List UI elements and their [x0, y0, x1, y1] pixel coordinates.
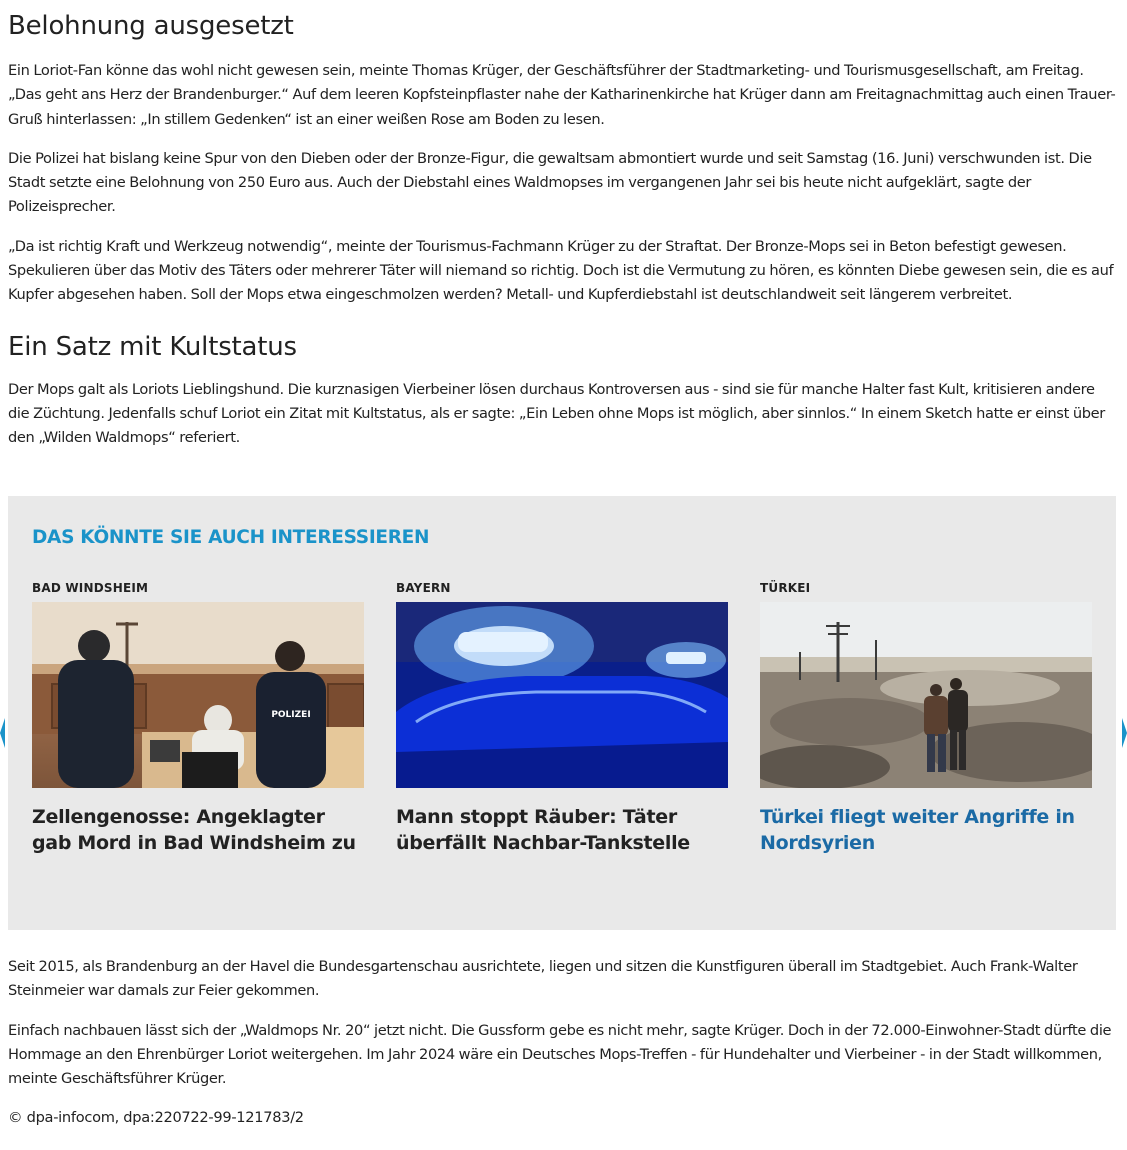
card-kicker: BAYERN	[396, 581, 451, 595]
paragraph-4: Der Mops galt als Loriots Lieblingshund. Die kurznasigen Vierbeiner lösen durchaus Kontroversen aus - sind sie für manche Halter fast Kult, kritisieren andere die Züchtung. Jedenfalls schuf Loriot ein Zitat mit Kultstatus, als er sagte: „Ein Leben ohne Mops ist möglich, aber sinnlos.“ In einem Sketch hatte er einst über den „Wilden Waldmops“ referiert.	[8, 380, 1105, 447]
related-articles-box	[8, 496, 1116, 930]
related-card-tuerkei[interactable]	[760, 580, 1092, 856]
card-kicker: BAD WINDSHEIM	[32, 581, 149, 595]
polizei-vest-label: POLIZEI	[271, 710, 311, 720]
related-card-bad-windsheim[interactable]	[32, 580, 364, 856]
card-title[interactable]: Mann stoppt Räuber: Täter überfällt Nachbar-Tankstelle	[396, 806, 690, 854]
card-title[interactable]: Zellengenosse: Angeklagter gab Mord in Bad Windsheim zu	[32, 806, 356, 854]
destroyed-site-image[interactable]	[760, 602, 1092, 788]
section-heading-cult-status: Ein Satz mit Kultstatus	[8, 331, 297, 362]
carousel-next-arrow-icon[interactable]	[1122, 718, 1127, 748]
paragraph-1: Ein Loriot-Fan könne das wohl nicht gewesen sein, meinte Thomas Krüger, der Geschäftsführer der Stadtmarketing- und Tourismusgesellschaft, am Freitag. „Das geht ans Herz der Brandenburger.“ Auf dem leeren Kopfsteinpflaster nahe der Katharinenkirche hat Krüger dann am Freitagnachmittag auch einen Trauer-Gruß hinterlassen: „In stillem Gedenken“ ist an einer weißen Rose am Boden zu lesen.	[8, 62, 1116, 128]
related-card-bayern[interactable]	[396, 580, 728, 856]
paragraph-3: „Da ist richtig Kraft und Werkzeug notwendig“, meinte der Tourismus-Fachmann Krüger zu der Straftat. Der Bronze-Mops sei in Beton befestigt gewesen. Spekulieren über das Motiv des Täters oder mehrerer Täter will niemand so richtig. Doch ist die Vermutung zu hören, es könnten Diebe gewesen sein, die es auf Kupfer abgesehen haben. Soll der Mops etwa eingeschmolzen werden? Metall- und Kupferdiebstahl ist deutschlandweit seit längerem verbreitet.	[8, 237, 1114, 304]
courtroom-image[interactable]	[32, 602, 364, 788]
article-body	[8, 0, 1116, 466]
paragraph-2: Die Polizei hat bislang keine Spur von den Dieben oder der Bronze-Figur, die gewaltsam abmontiert wurde und seit Samstag (16. Juni) verschwunden ist. Die Stadt setzte eine Belohnung von 250 Euro aus. Auch der Diebstahl eines Waldmopses im vergangenen Jahr sei bis heute nicht aufgeklärt, sagte der Polizeisprecher.	[8, 149, 1092, 216]
paragraph-6: Einfach nachbauen lässt sich der „Waldmops Nr. 20“ jetzt nicht. Die Gussform gebe es nicht mehr, sagte Krüger. Doch in der 72.000-Einwohner-Stadt dürfte die Hommage an den Ehrenbürger Loriot weitergehen. Im Jahr 2024 wäre ein Deutsches Mops-Treffen - für Hundehalter und Vierbeiner - in der Stadt willkommen, meinte Geschäftsführer Krüger.	[8, 1021, 1112, 1088]
related-articles-heading: DAS KÖNNTE SIE AUCH INTERESSIEREN	[32, 527, 430, 548]
article-body-continued	[8, 955, 1116, 1130]
card-kicker: TÜRKEI	[760, 581, 811, 595]
paragraph-5: Seit 2015, als Brandenburg an der Havel die Bundesgartenschau ausrichtete, liegen und sitzen die Kunstfiguren überall im Stadtgebiet. Auch Frank-Walter Steinmeier war damals zur Feier gekommen.	[8, 958, 1078, 1000]
carousel-prev-arrow-icon[interactable]	[0, 718, 5, 748]
police-light-image[interactable]	[396, 602, 728, 788]
section-heading-reward: Belohnung ausgesetzt	[8, 11, 294, 41]
card-title[interactable]: Türkei fliegt weiter Angriffe in Nordsyrien	[760, 806, 1075, 854]
source-credit: © dpa-infocom, dpa:220722-99-121783/2	[8, 1109, 304, 1127]
